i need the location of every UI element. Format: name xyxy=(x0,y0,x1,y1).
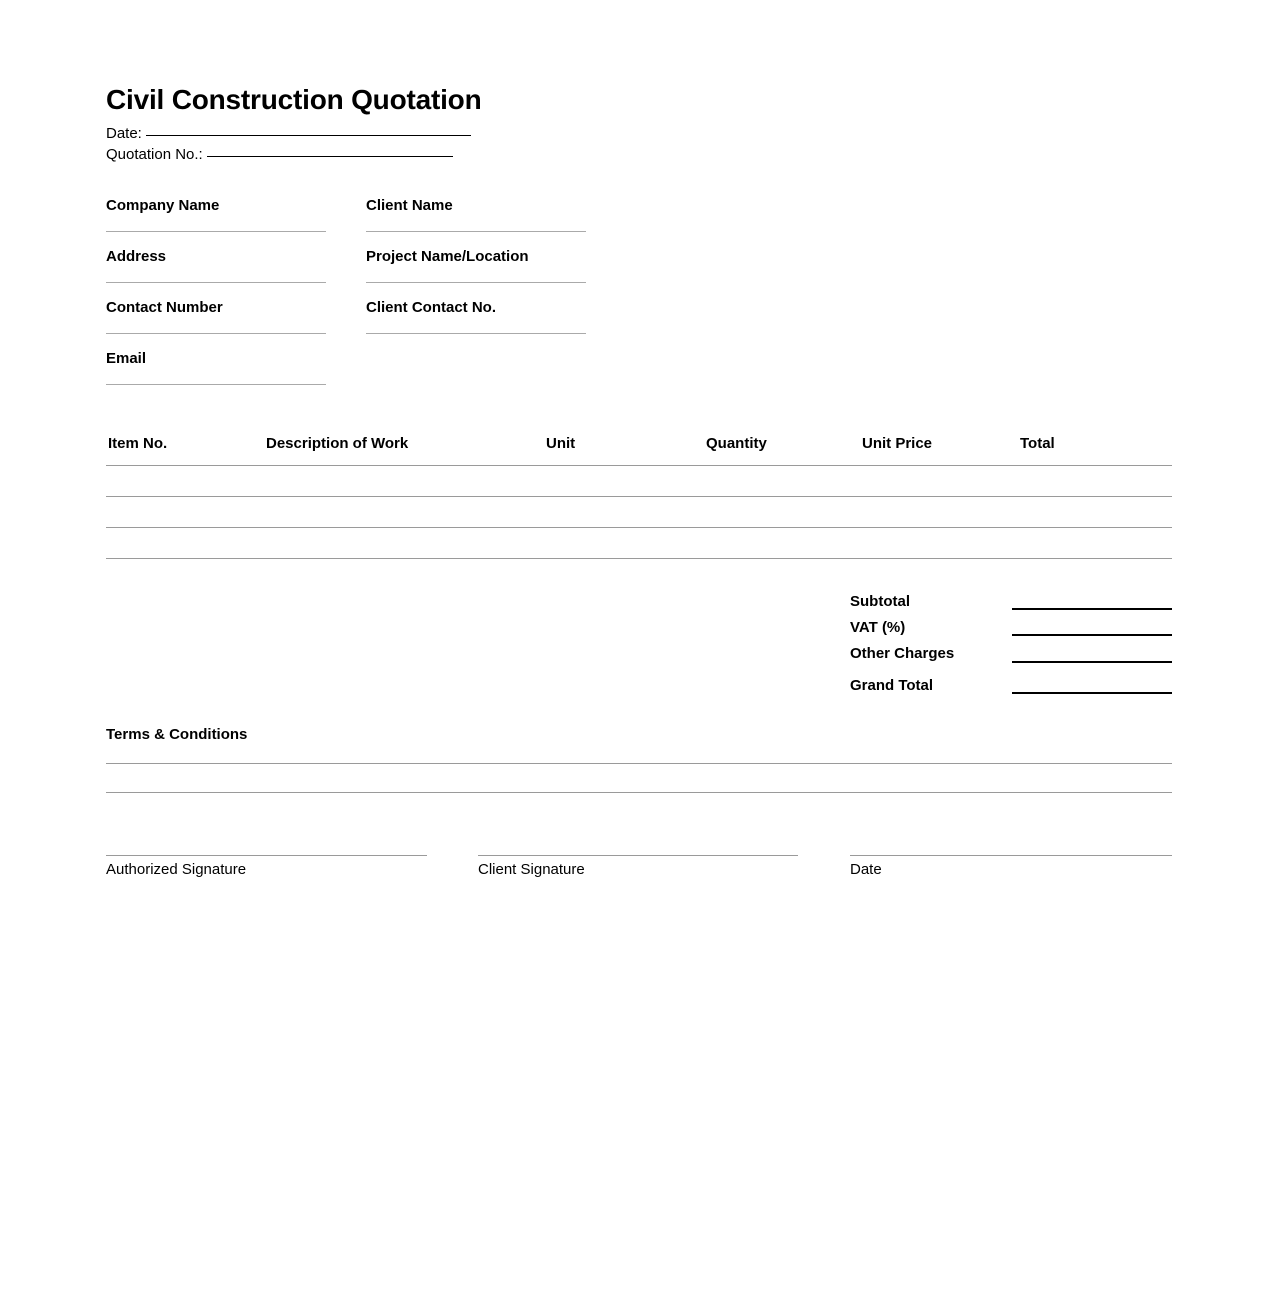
total-input-subtotal[interactable] xyxy=(1012,608,1172,610)
table-row[interactable] xyxy=(106,496,1172,497)
signature-label-date: Date xyxy=(850,861,882,878)
signature-label-client: Client Signature xyxy=(478,861,585,878)
field-input-client-contact-no[interactable] xyxy=(366,333,586,334)
table-header-quantity: Quantity xyxy=(706,435,767,452)
field-label-client-name: Client Name xyxy=(366,197,453,214)
signature-line-date[interactable] xyxy=(850,855,1172,856)
terms-section-title: Terms & Conditions xyxy=(106,726,248,743)
table-header-item-no: Item No. xyxy=(108,435,168,452)
total-label-subtotal: Subtotal xyxy=(850,593,910,610)
field-input-contact-number[interactable] xyxy=(106,333,326,334)
quotation-no-input-rule[interactable] xyxy=(207,156,453,157)
signature-line-authorized[interactable] xyxy=(106,855,427,856)
field-input-company-name[interactable] xyxy=(106,231,326,232)
signature-line-client[interactable] xyxy=(478,855,798,856)
field-label-project-name-location: Project Name/Location xyxy=(366,248,529,265)
field-company-name xyxy=(106,198,326,213)
field-input-client-name[interactable] xyxy=(366,231,586,232)
field-contact-number xyxy=(106,300,326,315)
field-project-name-location xyxy=(366,249,586,264)
date-label: Date: xyxy=(106,125,142,142)
signature-label-authorized: Authorized Signature xyxy=(106,861,247,878)
field-label-address: Address xyxy=(106,248,167,265)
table-header-rule xyxy=(106,465,1172,466)
total-input-vat[interactable] xyxy=(1012,634,1172,636)
total-label-other-charges: Other Charges xyxy=(850,645,955,662)
field-input-email[interactable] xyxy=(106,384,326,385)
field-label-contact-number: Contact Number xyxy=(106,299,223,316)
field-input-address[interactable] xyxy=(106,282,326,283)
field-email xyxy=(106,351,326,366)
table-header-unit-price: Unit Price xyxy=(862,435,933,452)
field-address xyxy=(106,249,326,264)
field-label-client-contact-no: Client Contact No. xyxy=(366,299,496,316)
quotation-no-label: Quotation No.: xyxy=(106,146,203,163)
terms-input-line[interactable] xyxy=(106,763,1172,764)
total-label-grand-total: Grand Total xyxy=(850,677,934,694)
field-label-email: Email xyxy=(106,350,147,367)
total-label-vat: VAT (%) xyxy=(850,619,906,636)
quotation-no-field xyxy=(106,147,453,162)
field-client-contact-no xyxy=(366,300,586,315)
page-title: Civil Construction Quotation xyxy=(106,84,482,115)
table-header-description: Description of Work xyxy=(266,435,409,452)
table-header-unit: Unit xyxy=(546,435,576,452)
table-header-total: Total xyxy=(1020,435,1055,452)
terms-input-line[interactable] xyxy=(106,792,1172,793)
date-field xyxy=(106,126,471,141)
total-input-other-charges[interactable] xyxy=(1012,661,1172,663)
date-input-rule[interactable] xyxy=(146,135,471,136)
total-input-grand-total[interactable] xyxy=(1012,692,1172,694)
table-row[interactable] xyxy=(106,527,1172,528)
field-input-project-name-location[interactable] xyxy=(366,282,586,283)
field-label-company-name: Company Name xyxy=(106,197,220,214)
table-row[interactable] xyxy=(106,558,1172,559)
field-client-name xyxy=(366,198,586,213)
